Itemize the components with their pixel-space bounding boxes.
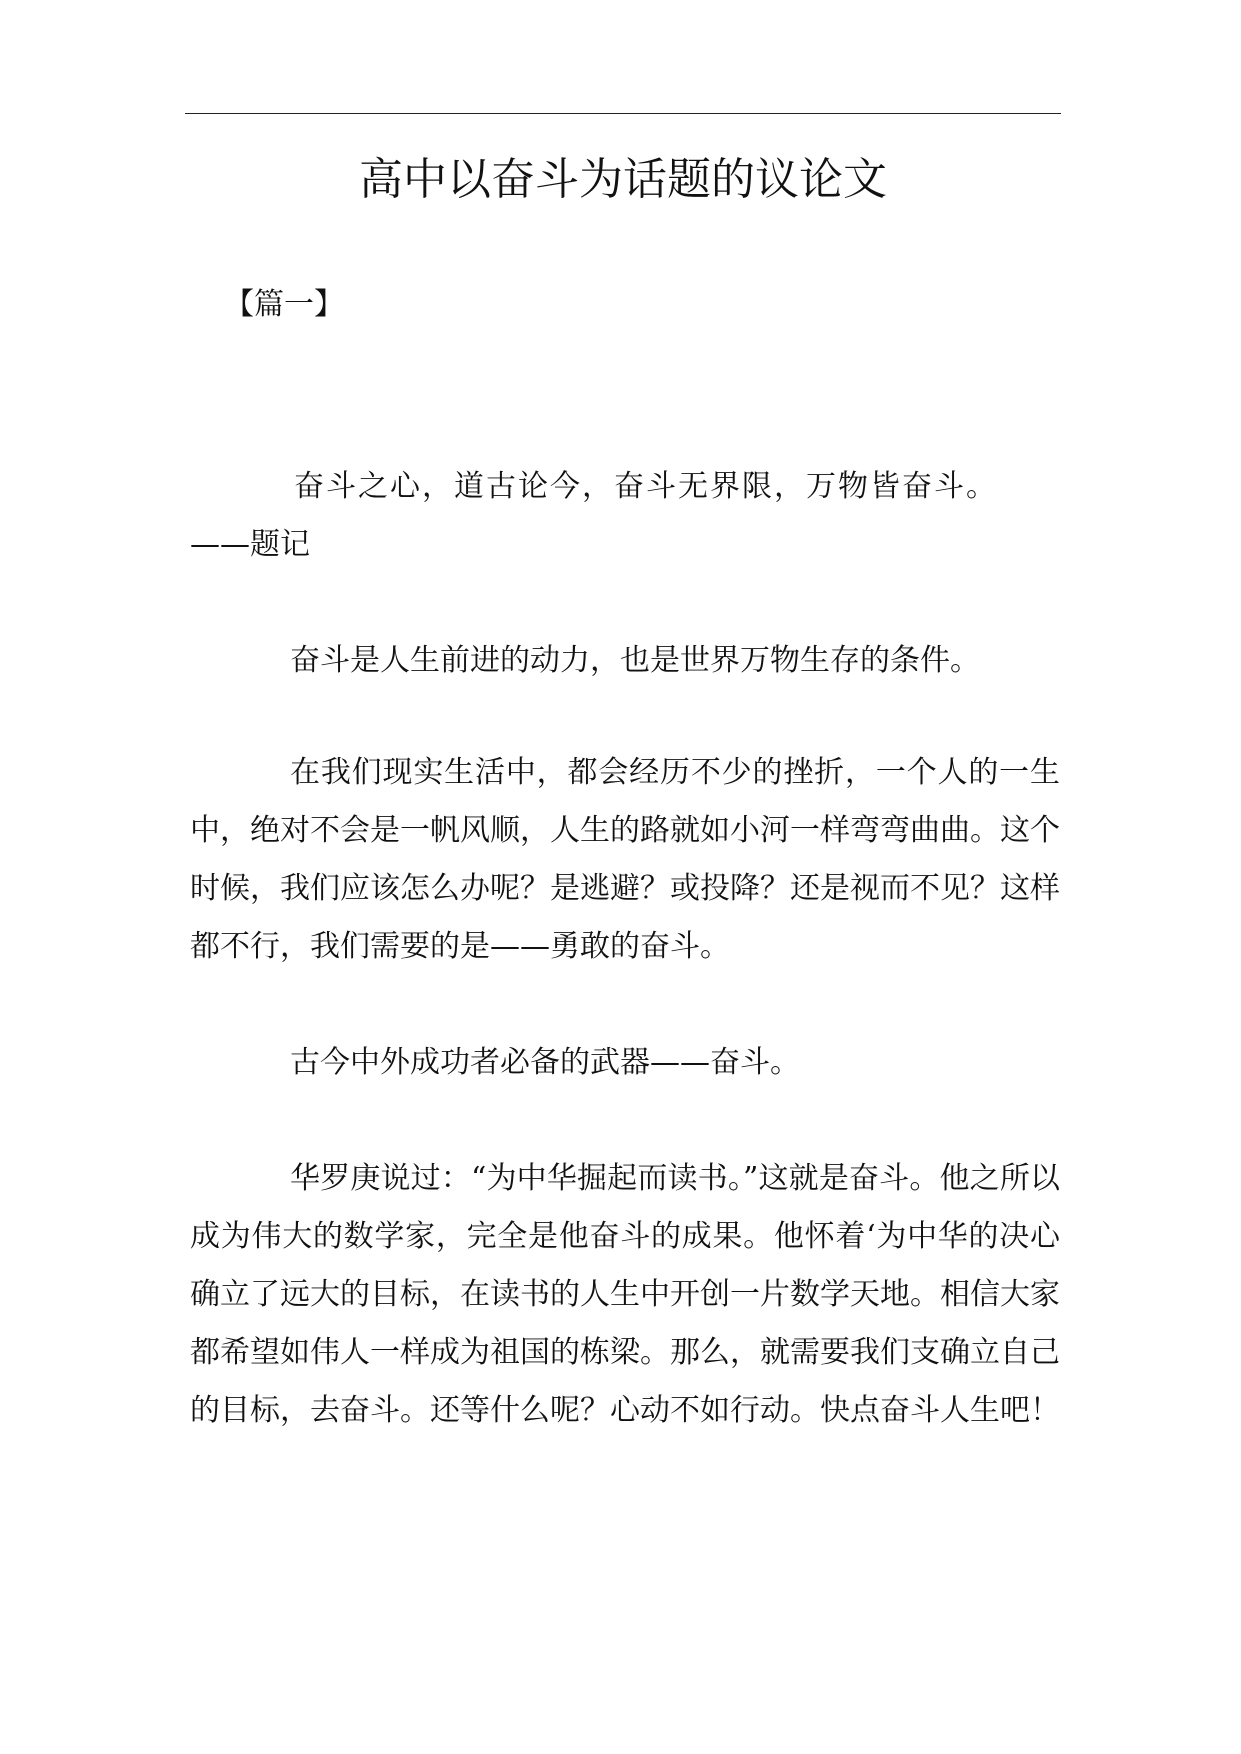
paragraph-2-container — [190, 744, 1060, 976]
section-heading: 【篇一】 — [224, 287, 344, 322]
motto-text: 奋斗之心，道古论今，奋斗无界限，万物皆奋斗。 — [294, 469, 998, 504]
paragraph-4-container — [190, 1150, 1060, 1440]
paragraph: 在我们现实生活中，都会经历不少的挫折，一个人的一生中，绝对不会是一帆风顺，人生的路就如小河一样弯弯曲曲。这个时候，我们应该怎么办呢？是逃避？或投降？还是视而不见？这样都不行，我们需要的是——勇敢的奋斗。 — [190, 755, 1060, 964]
motto-block — [190, 458, 1060, 574]
paragraph: 古今中外成功者必备的武器——奋斗。 — [290, 1045, 800, 1080]
document-title: 高中以奋斗为话题的议论文 — [359, 154, 887, 205]
paragraph-3-container — [190, 1034, 1060, 1092]
paragraph-1-container — [190, 632, 1060, 690]
motto-attribution: ——题记 — [190, 527, 310, 562]
header-rule — [185, 113, 1061, 114]
paragraph: 华罗庚说过：“为中华掘起而读书。”这就是奋斗。他之所以成为伟大的数学家，完全是他奋斗的成果。他怀着‘为中华的决心确立了远大的目标，在读书的人生中开创一片数学天地。相信大家都希望如伟人一样成为祖国的栋梁。那么，就需要我们支确立自己的目标，去奋斗。还等什么呢？心动不如行动。快点奋斗人生吧！ — [190, 1161, 1060, 1428]
paragraph: 奋斗是人生前进的动力，也是世界万物生存的条件。 — [290, 643, 980, 678]
